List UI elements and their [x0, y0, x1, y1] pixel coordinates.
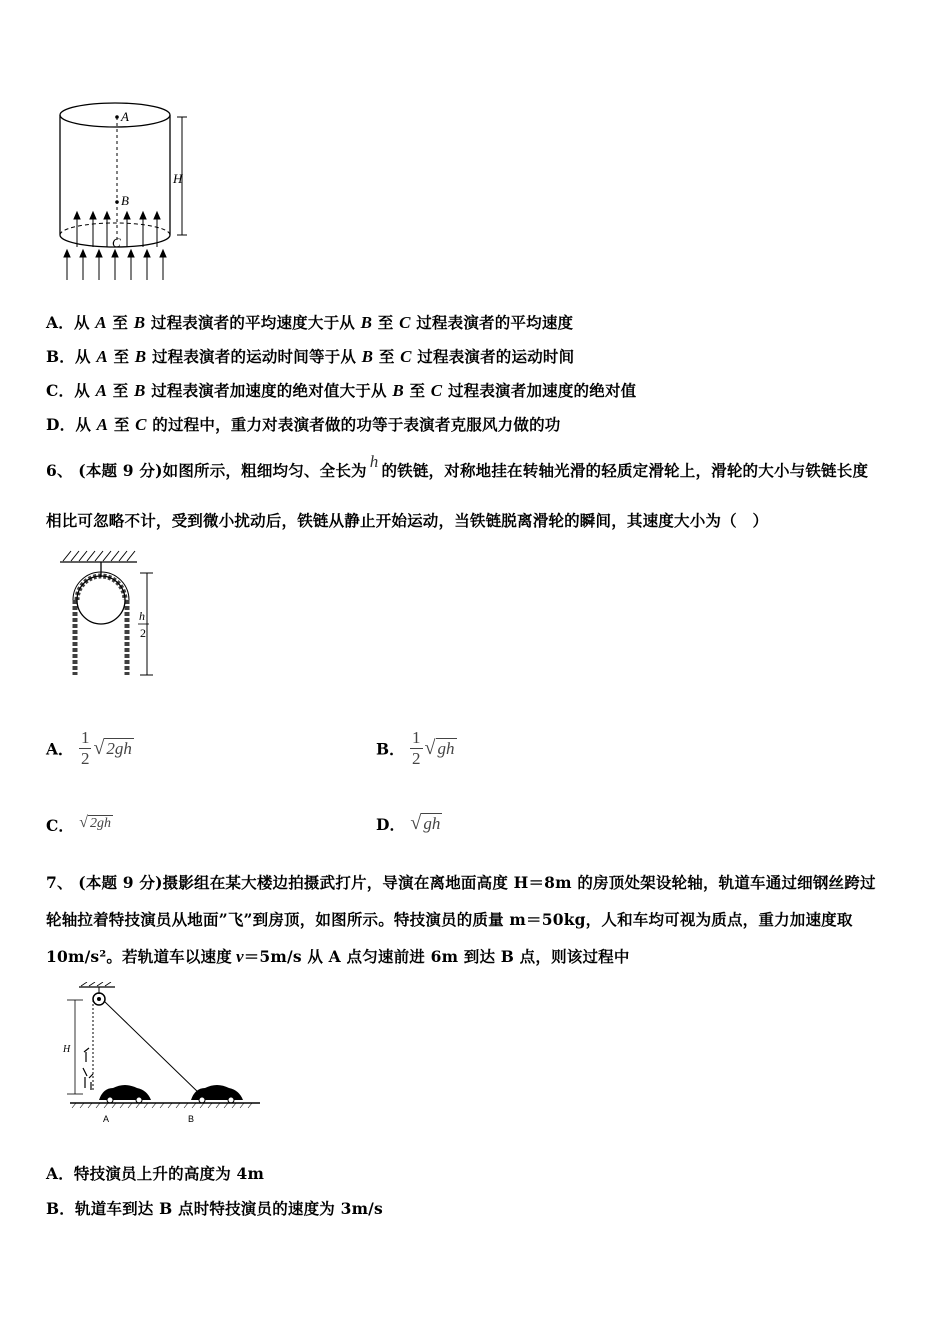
q6-option-a-fraction: $\frac{1}{2}$: [80, 728, 90, 768]
q5-option-d[interactable]: D．从 A 至 C 的过程中，重力对表演者做的功等于表演者克服风力做的功: [46, 415, 561, 434]
q6-option-a[interactable]: A． $\frac{1}{2}$ √ 2gh: [46, 728, 132, 768]
q6-stem-line1: 6、 (本题 9 分)如图所示，粗细均匀、全长为 h 的铁链，对称地挂在转轴光滑的轻质定滑轮上，滑轮的大小与铁链长度: [46, 452, 869, 480]
q7-label-a: A: [103, 1114, 110, 1124]
q6-label-2: 2: [140, 626, 146, 640]
q6-label-h: h: [139, 609, 145, 623]
q7-stem-line1: 7、 (本题 9 分)摄影组在某大楼边拍摄武打片，导演在离地面高度 H＝8m 的房顶处架设轮轴，轨道车通过细钢丝跨过: [46, 873, 876, 892]
q5-option-b[interactable]: B．从 A 至 B 过程表演者的运动时间等于从 B 至 C 过程表演者的运动时间: [46, 347, 575, 366]
q7-track-car-figure: [55, 982, 265, 1127]
q6-option-b-sqrt: √ gh: [424, 737, 455, 759]
q6-option-d-sqrt: √ gh: [410, 812, 441, 834]
q5-label-a: A: [121, 109, 129, 124]
q6-option-d[interactable]: D． √ gh: [376, 812, 441, 834]
q6-option-c-sqrt: √ 2gh: [79, 814, 112, 831]
q7-label-b: B: [188, 1114, 195, 1124]
q7-stem-line3: 10m/s²。若轨道车以速度 v＝5m/s 从 A 点匀速前进 6m 到达 B 点，则该过程中: [46, 947, 630, 966]
q6-option-c[interactable]: C． √ 2gh: [46, 814, 112, 835]
q6-stem-line2: 相比可忽略不计，受到微小扰动后，铁链从静止开始运动，当铁链脱离滑轮的瞬间，其速度大小为（ ）: [46, 511, 769, 530]
q6-option-a-sqrt: √ 2gh: [93, 737, 132, 759]
q5-option-a[interactable]: A．从 A 至 B 过程表演者的平均速度大于从 B 至 C 过程表演者的平均速度: [46, 313, 574, 332]
q6-option-b-fraction: $\frac{1}{2}$: [412, 728, 421, 768]
q5-label-b: B: [121, 193, 129, 208]
q5-label-h: H: [173, 171, 183, 186]
q5-cylinder-figure: [55, 95, 205, 285]
q7-option-b[interactable]: B．轨道车到达 B 点时特技演员的速度为 3m/s: [46, 1199, 383, 1218]
q7-option-a[interactable]: A．特技演员上升的高度为 4m: [46, 1164, 265, 1183]
q7-label-h: H: [63, 1044, 71, 1055]
q7-stem-line2: 轮轴拉着特技演员从地面”飞”到房顶，如图所示。特技演员的质量 m＝50kg，人和车均可视为质点，重力加速度取: [46, 910, 853, 929]
q6-option-b[interactable]: B． $\frac{1}{2}$ √ gh: [376, 728, 455, 768]
q7-v-symbol: v: [235, 947, 244, 966]
q6-pulley-figure: [55, 545, 165, 685]
q6-h-symbol: h: [369, 452, 379, 471]
q5-label-c: C: [112, 235, 121, 250]
q5-option-c[interactable]: C．从 A 至 B 过程表演者加速度的绝对值大于从 B 至 C 过程表演者加速度的绝对值: [46, 381, 637, 400]
